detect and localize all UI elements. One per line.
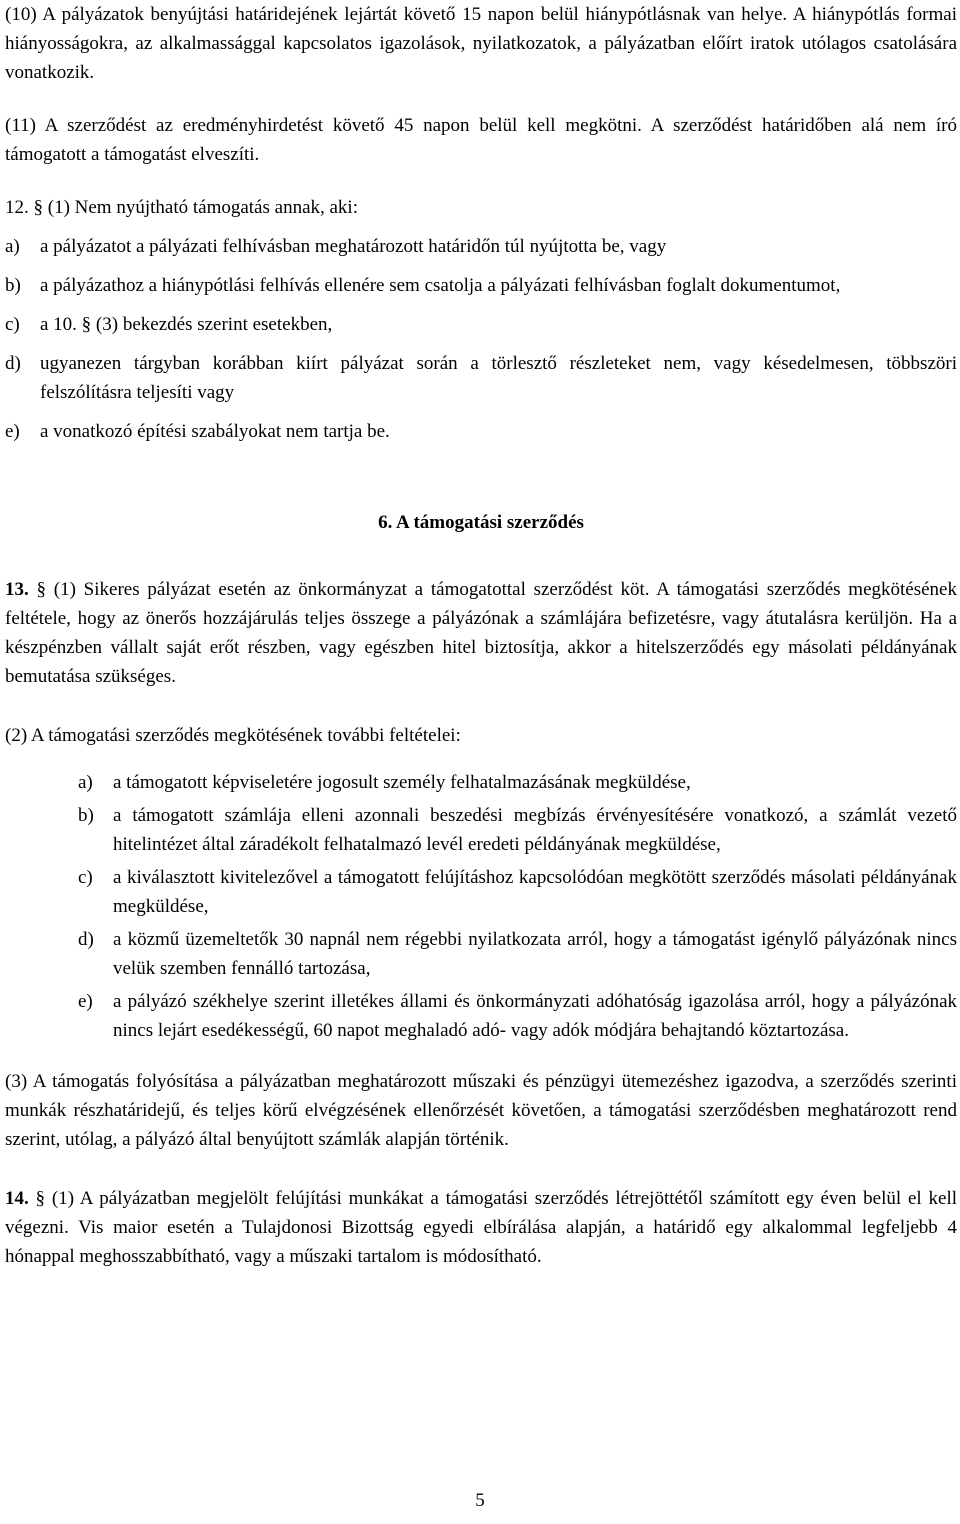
section-14-text: § (1) A pályázatban megjelölt felújítási munkákat a támogatási szerződés létrejöttétől számított egy éven belül el kell végezni. Vis maior esetén a Tulajdonosi Bizottság egyedi elbírálása alapján, a határidő egy alkalommal legfeljebb 4 hónappal meghosszabbítható, vagy a műszaki tartalom is módosítható. (5, 1188, 957, 1267)
list-item-text: a pályázatot a pályázati felhívásban meghatározott határidőn túl nyújtotta be, vagy (40, 236, 667, 257)
section-12-number: 12. (5, 197, 29, 218)
list-item-text: a kiválasztott kivitelezővel a támogatott felújításhoz kapcsolódóan megkötött szerződés másolati példányának megküldése, (113, 867, 957, 917)
section-13-number: 13. (5, 579, 29, 600)
list-item-label: c) (78, 867, 93, 888)
list-item-label: e) (78, 991, 93, 1012)
list-item-label: d) (5, 353, 21, 374)
section-12-list (5, 232, 957, 446)
list-item-label: a) (5, 236, 20, 257)
section-14-paragraph-1 (5, 1184, 957, 1271)
list-item-text: a támogatott képviseletére jogosult személy felhatalmazásának megküldése, (113, 772, 691, 793)
list-item-text: a vonatkozó építési szabályokat nem tartja be. (40, 421, 390, 442)
paragraph-11: (11) A szerződést az eredményhirdetést követő 45 napon belül kell megkötni. A szerződést határidőben alá nem író támogatott a támogatást elveszíti. (5, 115, 957, 165)
section-13-conditions-list (78, 768, 957, 1045)
paragraph-10: (10) A pályázatok benyújtási határidejének lejártát követő 15 napon belül hiánypótlásnak van helye. A hiánypótlás formai hiányosságokra, az alkalmassággal kapcsolatos igazolások, nyilatkozatok, a pályázatban előírt iratok utólagos csatolására vonatkozik. (5, 4, 957, 83)
list-item-text: a közmű üzemeltetők 30 napnál nem régebbi nyilatkozata arról, hogy a támogatást igénylő pályázónak nincs velük szemben fennálló tartozása, (113, 929, 957, 979)
list-item-text: a 10. § (3) bekezdés szerint esetekben, (40, 314, 333, 335)
list-item (5, 349, 957, 407)
list-item (78, 925, 957, 983)
list-item-label: b) (5, 275, 21, 296)
section-14-number: 14. (5, 1188, 29, 1209)
list-item-label: d) (78, 929, 94, 950)
list-item (5, 417, 957, 446)
list-item (78, 987, 957, 1045)
list-item-label: c) (5, 314, 20, 335)
document-page (5, 0, 957, 1271)
list-item-text: a pályázó székhelye szerint illetékes állami és önkormányzati adóhatóság igazolása arról, hogy a pályázónak nincs lejárt esedékességű, 60 napot meghaladó adó- vagy adók módjára behajtandó köztartozása. (113, 991, 957, 1041)
list-item-text: ugyanezen tárgyban korábban kiírt pályázat során a törlesztő részleteket nem, vagy késedelmesen, többszöri felszólításra teljesíti vagy (40, 353, 957, 403)
section-13-paragraph-2-lead: (2) A támogatási szerződés megkötésének további feltételei: (5, 725, 461, 746)
section-12-lead (5, 193, 957, 222)
section-13-paragraph-3: (3) A támogatás folyósítása a pályázatban meghatározott műszaki és pénzügyi ütemezéshez igazodva, a szerződés szerinti munkák részhatáridejű, és teljes körű elvégzésének ellenőrzését követően, a támogatási szerződésben meghatározott rend szerint, utólag, a pályázó által benyújtott számlák alapján történik. (5, 1071, 957, 1150)
section-heading: 6. A támogatási szerződés (378, 512, 584, 533)
list-item (78, 801, 957, 859)
list-item (5, 232, 957, 261)
list-item-text: a támogatott számlája elleni azonnali beszedési megbízás érvényesítésére vonatkozó, a számlát vezető hitelintézet által záradékolt felhatalmazó levél eredeti példányának megküldése, (113, 805, 957, 855)
list-item-label: a) (78, 772, 93, 793)
list-item-text: a pályázathoz a hiánypótlási felhívás ellenére sem csatolja a pályázati felhívásban foglalt dokumentumot, (40, 275, 841, 296)
section-13-paragraph-1 (5, 575, 957, 691)
list-item (5, 310, 957, 339)
list-item (78, 768, 957, 797)
list-item (78, 863, 957, 921)
section-13-text: § (1) Sikeres pályázat esetén az önkormányzat a támogatottal szerződést köt. A támogatási szerződés megkötésének feltétele, hogy az önerős hozzájárulás teljes összege a pályázónak a számlájára befizetésre, vagy átutalásra kerüljön. Ha a készpénzben vállalt saját erőt részben, vagy egészben hitel biztosítja, akkor a hitelszerződés egy másolati példányának bemutatása szükséges. (5, 579, 957, 687)
page-number: 5 (475, 1490, 485, 1511)
list-item-label: b) (78, 805, 94, 826)
list-item-label: e) (5, 421, 20, 442)
section-12-lead-text: § (1) Nem nyújtható támogatás annak, aki: (28, 197, 358, 218)
list-item (5, 271, 957, 300)
